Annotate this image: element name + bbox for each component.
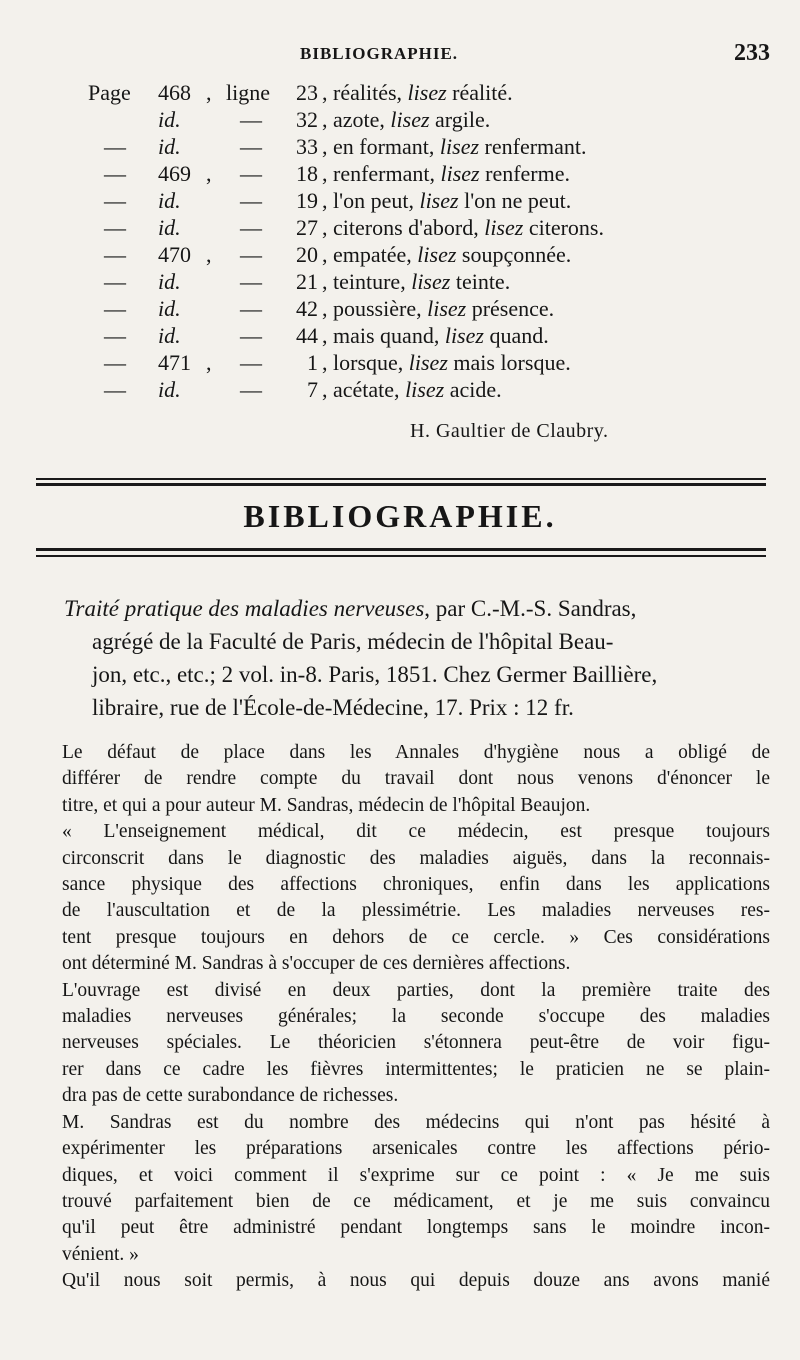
errata-correction [322,377,502,403]
reference-text: agrégé de la Faculté de Paris, médecin de l'hôpital Beau- [92,629,614,654]
separator: , [206,350,212,375]
body-line: L'ouvrage est divisé en deux parties, dont la première traite des [62,979,770,1001]
book-title: Traité pratique des maladies nerveuses [64,596,425,621]
errata-correction [322,242,571,268]
errata-row [0,107,800,135]
top-rule-thin [36,478,766,480]
errata-page-label: — [104,161,126,186]
errata-ligne-label: — [240,377,262,402]
errata-wrong: , en formant, [322,134,440,159]
errata-right: quand. [489,323,549,348]
errata-correction [322,296,554,322]
errata-ligne: 32 [296,107,318,132]
errata-lisez: lisez [408,350,454,375]
book-reference [64,592,754,724]
errata-lisez: lisez [390,107,436,132]
errata-row [0,269,800,297]
errata-page: 470 [158,242,191,267]
running-head [0,40,800,74]
errata-row [0,188,800,216]
errata-page: id. [158,377,181,402]
errata-row [0,323,800,351]
errata-correction [322,323,549,349]
errata-page: id. [158,215,181,240]
body-line: Qu'il nous soit permis, à nous qui depuis douze ans avons manié [62,1270,770,1292]
errata-correction [322,188,571,214]
body-line: « L'enseignement médical, dit ce médecin, est presque toujours [62,821,770,843]
body-line: nerveuses spéciales. Le théoricien s'étonnera peut-être de voir figu- [62,1032,770,1054]
body-line: tent presque toujours en dehors de ce cercle. » Ces considérations [62,926,770,948]
errata-correction [322,350,571,376]
errata-page: id. [158,323,181,348]
errata-lisez: lisez [407,80,453,105]
errata-lisez: lisez [439,134,485,159]
errata-right: renferme. [485,161,571,186]
errata-row [0,215,800,243]
errata-lisez: lisez [484,215,529,240]
errata-lisez: lisez [444,323,490,348]
errata-right: argile. [435,107,491,132]
errata-page-label: Page [88,80,131,105]
separator: , [206,242,212,267]
errata-ligne: 42 [296,296,318,321]
errata-page-label: — [104,377,126,402]
errata-row [0,134,800,162]
errata-row [0,377,800,405]
body-line: sance physique des affections chroniques, enfin dans les applications [62,874,770,896]
errata-row [0,80,800,108]
errata-page-label: — [104,350,126,375]
bottom-rule-thick [36,548,766,551]
errata-ligne-label: ligne [226,80,270,105]
errata-ligne: 44 [296,323,318,348]
errata-ligne-label: — [240,296,262,321]
body-line: expérimenter les préparations arsenicales contre les affections pério- [62,1138,770,1160]
errata-right: l'on ne peut. [464,188,572,213]
errata-wrong: , poussière, [322,296,428,321]
errata-wrong: , teinture, [322,269,412,294]
errata-page-label: — [104,188,126,213]
body-line: trouvé parfaitement bien de ce médicament, et je me suis convaincu [62,1190,770,1212]
errata-page: id. [158,269,181,294]
errata-row [0,161,800,189]
errata-right: soupçonnée. [461,242,572,267]
errata-right: renfermant. [484,134,587,159]
errata-ligne: 23 [296,80,318,105]
errata-ligne: 1 [307,350,318,375]
errata-right: présence. [471,296,555,321]
reference-text: , par C.-M.-S. Sandras, [424,596,637,621]
reference-text: libraire, rue de l'École-de-Médecine, 17. Prix : 12 fr. [92,695,574,720]
errata-correction [322,134,587,160]
errata-page-label: — [104,323,126,348]
errata-lisez: lisez [417,242,462,267]
errata-lisez: lisez [419,188,465,213]
errata-page: id. [158,107,181,132]
body-line: M. Sandras est du nombre des médecins qui n'ont pas hésité à [62,1111,770,1133]
errata-page-label: — [104,296,126,321]
body-line: circonscrit dans le diagnostic des maladies aiguës, dans la reconnais- [62,847,770,869]
body-line: différer de rendre compte du travail dont nous venons d'énoncer le [62,768,770,790]
body-line: qu'il peut être administré pendant longtemps sans le moindre incon- [62,1217,770,1239]
body-line: diques, et voici comment il s'exprime sur ce point : « Je me suis [62,1164,770,1186]
errata-ligne: 27 [296,215,318,240]
body-line: de l'auscultation et de la plessimétrie. Les maladies nerveuses res- [62,900,770,922]
errata-page: 468 [158,80,191,105]
errata-lisez: lisez [411,269,456,294]
body-line: maladies nerveuses générales; la seconde s'occupe des maladies [62,1006,770,1028]
errata-ligne: 20 [296,242,318,267]
errata-page-label: — [104,242,126,267]
reference-line [64,592,754,625]
errata-row [0,350,800,378]
errata-correction [322,161,570,187]
reference-text: jon, etc., etc.; 2 vol. in-8. Paris, 1851. Chez Germer Baillière, [92,662,658,687]
signature: H. Gaultier de Claubry. [410,420,609,442]
page-number: 233 [734,40,770,66]
bottom-rule-thin [36,555,766,557]
errata-page: id. [158,134,181,159]
body-text [62,740,770,1295]
errata-right: réalité. [452,80,513,105]
errata-page: id. [158,296,181,321]
reference-line [64,625,754,658]
errata-lisez: lisez [440,161,486,186]
errata-page: 471 [158,350,191,375]
errata-right: mais lorsque. [453,350,571,375]
errata-page: 469 [158,161,191,186]
body-line: vénient. » [62,1243,139,1265]
errata-wrong: , renfermant, [322,161,441,186]
errata-wrong: , réalités, [322,80,408,105]
errata-ligne-label: — [240,107,262,132]
errata-ligne-label: — [240,188,262,213]
body-line: rer dans ce cadre les fièvres intermittentes; le praticien ne se plain- [62,1058,770,1080]
errata-right: citerons. [528,215,604,240]
errata-ligne: 7 [307,377,318,402]
errata-right: acide. [449,377,502,402]
errata-ligne-label: — [240,350,262,375]
errata-page-label: — [104,134,126,159]
errata-lisez: lisez [427,296,472,321]
errata-correction [322,107,490,133]
running-title: BIBLIOGRAPHIE. [300,44,459,63]
errata-wrong: , mais quand, [322,323,445,348]
separator: , [206,161,212,186]
errata-page-label: — [104,269,126,294]
errata-ligne-label: — [240,323,262,348]
errata-row [0,242,800,270]
reference-line [64,691,754,724]
body-line: ont déterminé M. Sandras à s'occuper de ces dernières affections. [62,953,571,975]
errata-wrong: , citerons d'abord, [322,215,485,240]
errata-wrong: , azote, [322,107,391,132]
errata-right: teinte. [455,269,511,294]
section-title: BIBLIOGRAPHIE. [243,498,557,534]
errata-correction [322,80,513,106]
errata-wrong: , empatée, [322,242,418,267]
errata-ligne: 33 [296,134,318,159]
body-line: dra pas de cette surabondance de richesses. [62,1085,399,1107]
errata-ligne-label: — [240,242,262,267]
body-line: Le défaut de place dans les Annales d'hygiène nous a obligé de [62,742,770,763]
errata-ligne-label: — [240,134,262,159]
errata-ligne-label: — [240,269,262,294]
errata-ligne-label: — [240,215,262,240]
top-rule-thick [36,483,766,486]
errata-correction [322,269,510,295]
separator: , [206,80,212,105]
errata-page: id. [158,188,181,213]
errata-row [0,296,800,324]
errata-page-label: — [104,215,126,240]
errata-ligne-label: — [240,161,262,186]
errata-wrong: , lorsque, [322,350,409,375]
errata-correction [322,215,604,241]
errata-wrong: , l'on peut, [322,188,420,213]
errata-ligne: 19 [296,188,318,213]
errata-wrong: , acétate, [322,377,406,402]
errata-ligne: 18 [296,161,318,186]
reference-line [64,658,754,691]
body-line: titre, et qui a pour auteur M. Sandras, médecin de l'hôpital Beaujon. [62,794,591,816]
errata-lisez: lisez [405,377,450,402]
errata-ligne: 21 [296,269,318,294]
